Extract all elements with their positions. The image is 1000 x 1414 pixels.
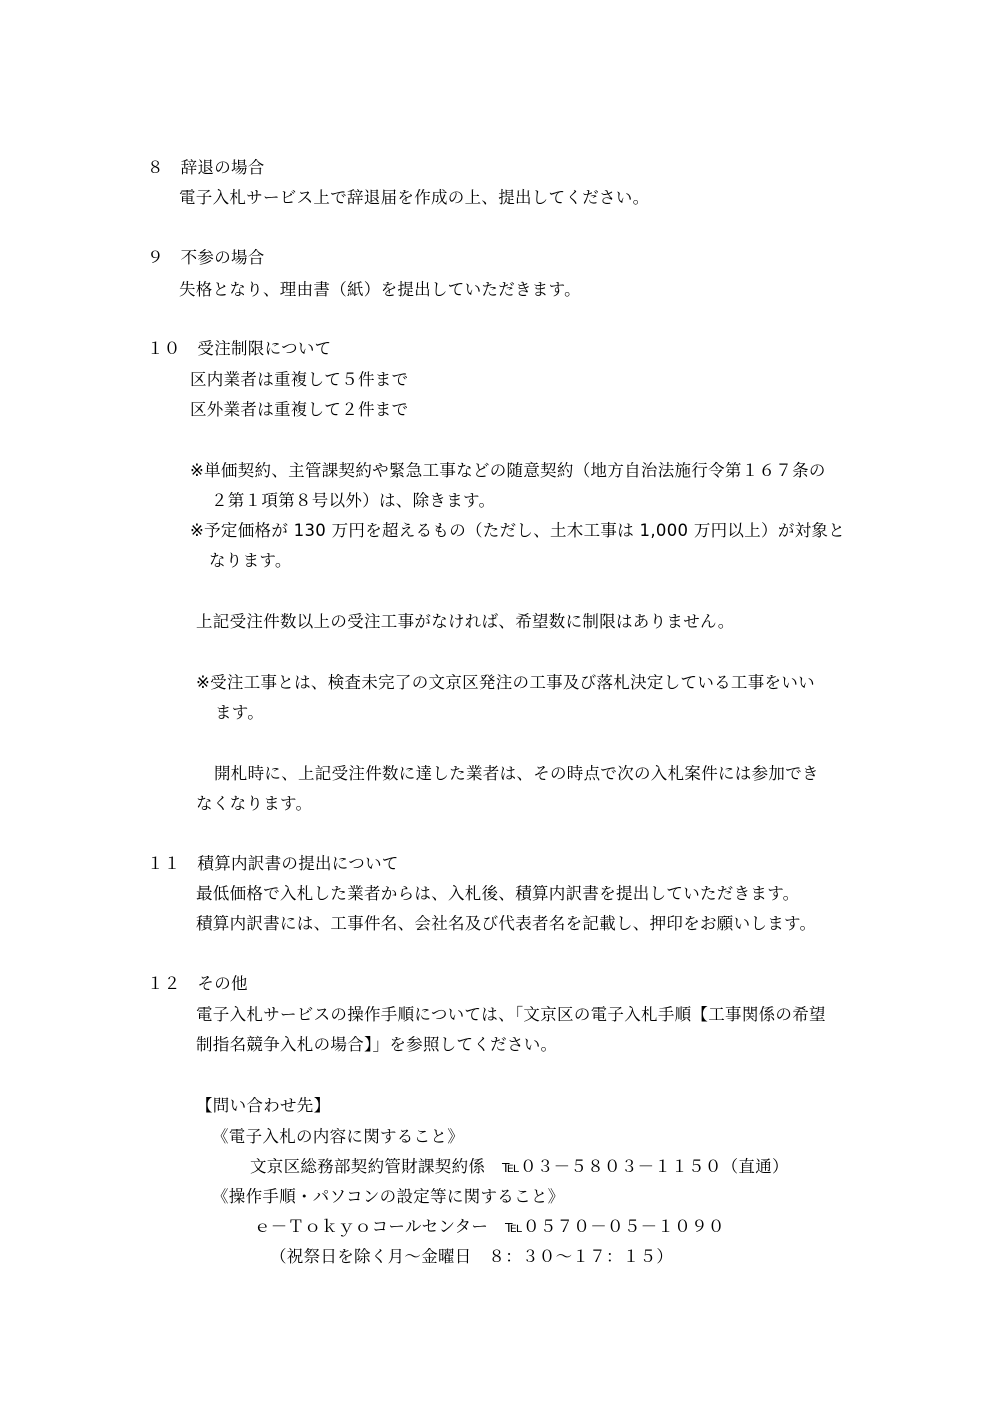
section-9-body: 失格となり、理由書（紙）を提出していただきます。 [179,280,581,299]
contact-operation-header: 《操作手順・パソコンの設定等に関すること》 [212,1187,565,1206]
section-12-heading: １２ その他 [147,974,248,993]
contact-content-detail: 文京区総務部契約管財課契約係 ℡０３－５８０３－１１５０（直通） [250,1157,789,1176]
opening-note-line-2: なくなります。 [196,794,313,813]
section-12-line-1: 電子入札サービスの操作手順については、「文京区の電子入札手順【工事関係の希望 [196,1005,826,1024]
section-12-line-2: 制指名競争入札の場合】」を参照してください。 [196,1035,558,1054]
note-3-line-1: ※受注工事とは、検査未完了の文京区発注の工事及び落札決定している工事をいい [196,673,815,692]
note-1-line-1: ※単価契約、主管課契約や緊急工事などの随意契約（地方自治法施行令第１６７条の [190,461,826,480]
section-11-heading: １１ 積算内訳書の提出について [147,854,399,873]
limit-inside-ward: 区内業者は重複して５件まで [190,370,409,389]
limit-outside-ward: 区外業者は重複して２件まで [190,400,409,419]
note-2-line-1: ※予定価格が 130 万円を超えるもの（ただし、土木工事は 1,000 万円以上）が対象と [190,521,846,540]
section-8-heading: ８ 辞退の場合 [147,158,265,177]
contact-hours: （祝祭日を除く月～金曜日 ８：３０～１７：１５） [270,1247,674,1266]
section-9-heading: ９ 不参の場合 [147,248,265,267]
section-10-heading: １０ 受注制限について [147,339,332,358]
section-8-body: 電子入札サービス上で辞退届を作成の上、提出してください。 [179,188,650,207]
note-3-line-2: ます。 [215,703,265,722]
no-limit-statement: 上記受注件数以上の受注工事がなければ、希望数に制限はありません。 [196,612,735,631]
section-11-line-2: 積算内訳書には、工事件名、会社名及び代表者名を記載し、押印をお願いします。 [196,914,817,933]
contact-content-header: 《電子入札の内容に関すること》 [212,1127,464,1146]
section-11-line-1: 最低価格で入札した業者からは、入札後、積算内訳書を提出していただきます。 [196,884,800,903]
opening-note-line-1: 開札時に、上記受注件数に達した業者は、その時点で次の入札案件には参加でき [214,764,819,783]
contact-title: 【問い合わせ先】 [196,1096,331,1115]
note-2-line-2: なります。 [209,551,292,570]
contact-operation-detail: ｅ－Ｔｏｋｙｏコールセンター ℡０５７０－０５－１０９０ [254,1217,725,1236]
note-1-line-2: ２第１項第８号以外）は、除きます。 [211,491,496,510]
